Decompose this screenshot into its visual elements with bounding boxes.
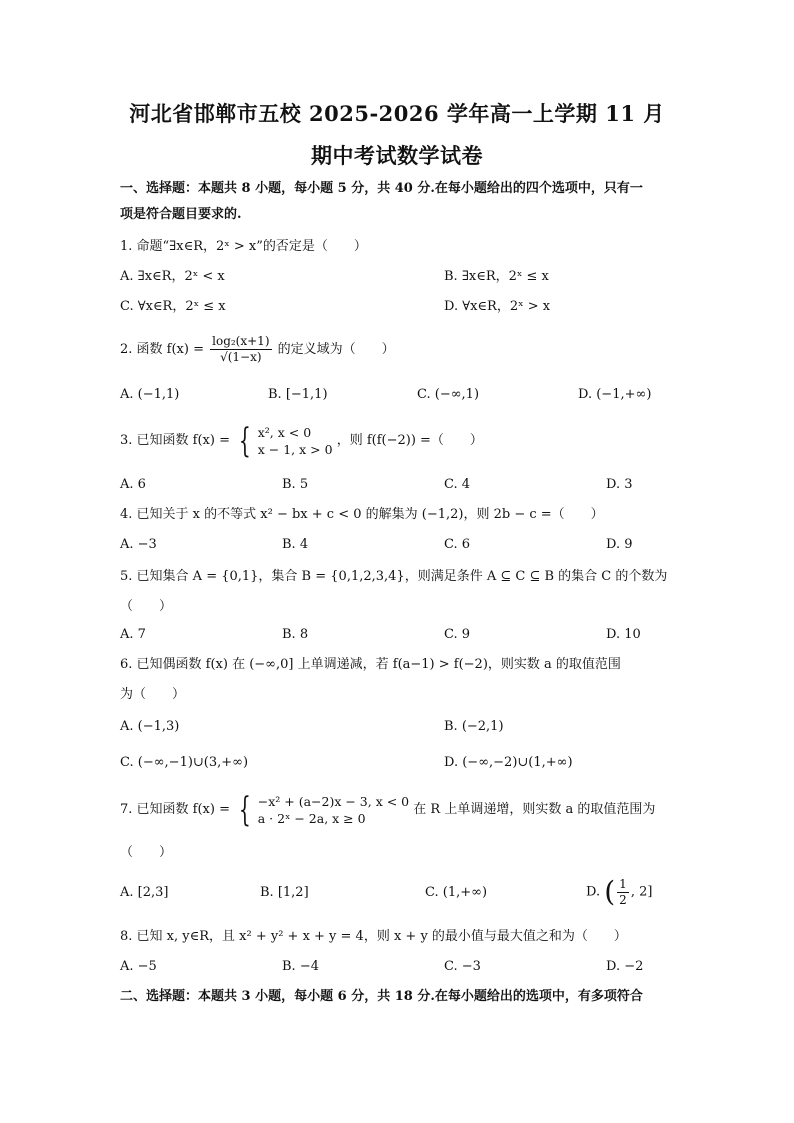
- q7-open-paren: (: [604, 875, 616, 908]
- q3-prefix: 3. 已知函数 f(x) =: [120, 433, 230, 448]
- q7-case2: a · 2ˣ − 2a, x ≥ 0: [257, 810, 366, 826]
- q3-option-d: D. 3: [606, 477, 633, 492]
- q7-suffix: 在 R 上单调递增，则实数 a 的取值范围为: [413, 802, 656, 817]
- q5-option-b: B. 8: [282, 627, 309, 642]
- q8-option-c: C. −3: [444, 959, 481, 974]
- q3-piecewise: [234, 420, 333, 461]
- q3-case2: x − 1, x > 0: [257, 441, 333, 457]
- q7-option-d-label: D.: [586, 884, 601, 900]
- q2-prefix: 2. 函数 f(x) =: [120, 342, 204, 357]
- q5-option-a: A. 7: [120, 627, 146, 642]
- q6-option-b: B. (−2,1): [444, 719, 504, 734]
- q4-option-d: D. 9: [606, 537, 633, 552]
- q6-option-c: C. (−∞,−1)∪(3,+∞): [120, 755, 249, 770]
- exam-title-line1: 河北省邯郸市五校 2025-2026 学年高一上学期 11 月: [129, 101, 665, 126]
- section1-header: 一、选择题：本题共 8 小题，每小题 5 分，共 40 分.在每小题给出的四个选项中，只有一: [120, 181, 643, 196]
- q8-stem: 8. 已知 x, y∈R，且 x² + y² + x + y = 4，则 x + y 的最小值与最大值之和为（ ）: [120, 929, 627, 944]
- q5-option-d: D. 10: [606, 627, 641, 642]
- q7-option-d-num: 1: [619, 876, 627, 891]
- q7-stem: [120, 788, 655, 832]
- q3-cases: [258, 424, 333, 458]
- q7-cases: [258, 793, 409, 827]
- q5-option-c: C. 9: [444, 627, 471, 642]
- q3-case1: x², x < 0: [257, 424, 312, 440]
- q2-denominator: √(1−x): [220, 350, 262, 364]
- q2-stem: [120, 330, 395, 370]
- q7-piecewise: [234, 789, 410, 830]
- q2-option-c: C. (−∞,1): [417, 387, 480, 402]
- q8-option-b: B. −4: [282, 959, 319, 974]
- q7-option-d-den: 2: [619, 892, 627, 907]
- q7-case1: −x² + (a−2)x − 3, x < 0: [257, 793, 410, 809]
- q7-option-d-suffix: , 2]: [630, 884, 653, 900]
- q6-option-a: A. (−1,3): [120, 719, 180, 734]
- q6-stem: 6. 已知偶函数 f(x) 在 (−∞,0] 上单调递减，若 f(a−1) > f(−2)，则实数 a 的取值范围: [120, 657, 621, 672]
- q1-option-a: A. ∃x∈R，2ˣ < x: [120, 269, 225, 284]
- q7-option-d: [586, 872, 652, 913]
- q3-brace: {: [238, 420, 251, 461]
- q7-option-c: C. (1,+∞): [425, 885, 488, 900]
- q4-stem: 4. 已知关于 x 的不等式 x² − bx + c < 0 的解集为 (−1,2)，则 2b − c =（ ）: [120, 507, 604, 522]
- q3-suffix: ，则 f(f(−2)) =（ ）: [336, 433, 483, 448]
- q6-option-d: D. (−∞,−2)∪(1,+∞): [444, 755, 573, 770]
- q1-option-d: D. ∀x∈R，2ˣ > x: [444, 299, 551, 314]
- q7-option-d-fraction: [617, 877, 629, 908]
- q7-option-a: A. [2,3]: [120, 885, 169, 900]
- q2-option-a: A. (−1,1): [120, 387, 180, 402]
- q7-prefix: 7. 已知函数 f(x) =: [120, 802, 230, 817]
- exam-title-line2: 期中考试数学试卷: [311, 143, 483, 168]
- q8-option-a: A. −5: [120, 959, 157, 974]
- q7-brace: {: [238, 789, 251, 830]
- q2-option-b: B. [−1,1): [268, 387, 328, 402]
- q2-fraction: [210, 334, 271, 365]
- q1-stem: 1. 命题“∃x∈R，2ˣ > x”的否定是（ ）: [120, 239, 367, 254]
- q5-stem-cont: （ ）: [120, 599, 173, 614]
- q3-stem: [120, 420, 483, 462]
- section2-header: 二、选择题：本题共 3 小题，每小题 6 分，共 18 分.在每小题给出的选项中，有多项符合: [120, 989, 643, 1004]
- q8-option-d: D. −2: [606, 959, 644, 974]
- q6-stem-cont: 为（ ）: [120, 687, 186, 702]
- q1-option-c: C. ∀x∈R，2ˣ ≤ x: [120, 299, 226, 314]
- q3-option-c: C. 4: [444, 477, 471, 492]
- section1-header-cont: 项是符合题目要求的.: [120, 207, 242, 222]
- q3-option-a: A. 6: [120, 477, 146, 492]
- q5-stem: 5. 已知集合 A = {0,1}，集合 B = {0,1,2,3,4}，则满足条件 A ⊆ C ⊆ B 的集合 C 的个数为: [120, 569, 668, 584]
- q3-option-b: B. 5: [282, 477, 309, 492]
- q7-option-b: B. [1,2]: [260, 885, 309, 900]
- q4-option-a: A. −3: [120, 537, 157, 552]
- q2-option-d: D. (−1,+∞): [578, 387, 652, 402]
- q4-option-b: B. 4: [282, 537, 309, 552]
- q2-suffix: 的定义域为（ ）: [277, 342, 395, 357]
- q2-numerator: log₂(x+1): [212, 334, 270, 348]
- q7-stem-cont: （ ）: [120, 845, 173, 860]
- q1-option-b: B. ∃x∈R，2ˣ ≤ x: [444, 269, 549, 284]
- q4-option-c: C. 6: [444, 537, 471, 552]
